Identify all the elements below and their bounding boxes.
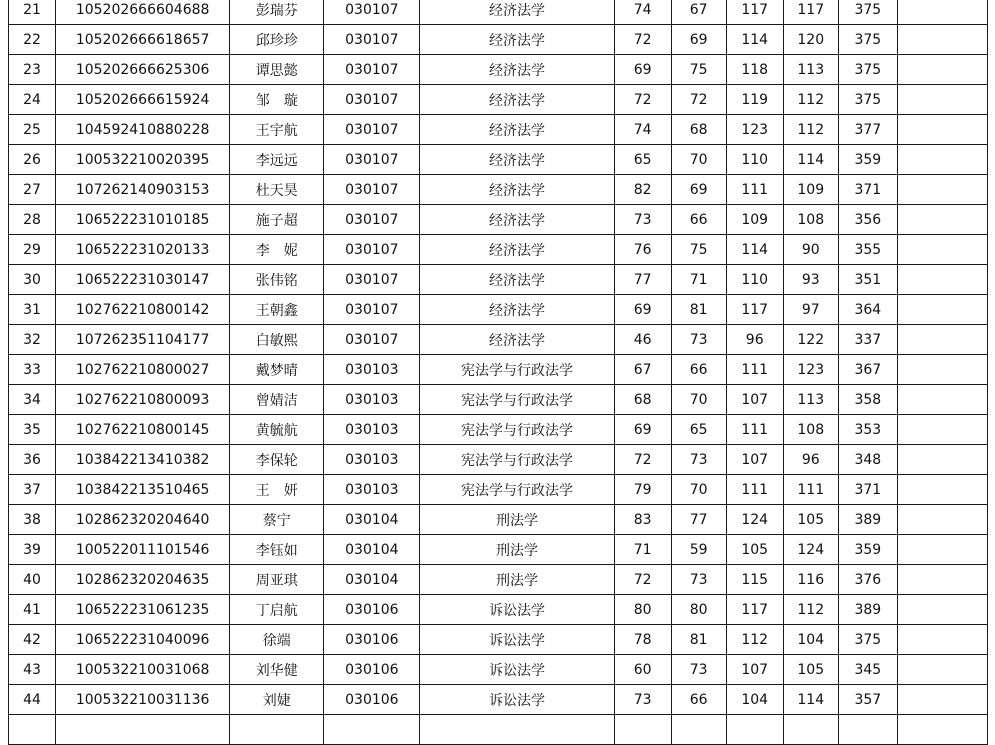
seq-cell: 40	[9, 565, 56, 595]
seq-cell: 39	[9, 535, 56, 565]
exam-id-cell: 100532210031136	[56, 685, 230, 715]
seq-cell: 41	[9, 595, 56, 625]
total-score-cell: 375	[838, 0, 897, 25]
seq-cell: 44	[9, 685, 56, 715]
exam-id-cell: 102762210800145	[56, 415, 230, 445]
subject1-score-cell: 96	[726, 325, 783, 355]
name-cell: 邱珍珍	[230, 25, 324, 55]
seq-cell: 23	[9, 55, 56, 85]
foreign-language-score-cell: 69	[671, 25, 726, 55]
subject1-score-cell: 114	[726, 25, 783, 55]
table-row	[9, 265, 988, 295]
seq-cell: 22	[9, 25, 56, 55]
note-cell	[897, 475, 987, 505]
foreign-language-score-cell: 73	[671, 445, 726, 475]
total-score-cell: 359	[838, 145, 897, 175]
major-code-cell: 030107	[324, 295, 420, 325]
politics-score-cell: 80	[614, 595, 671, 625]
major-code-cell: 030107	[324, 25, 420, 55]
exam-id-cell: 107262140903153	[56, 175, 230, 205]
note-cell	[897, 55, 987, 85]
table-row	[9, 385, 988, 415]
major-cell: 诉讼法学	[420, 655, 614, 685]
major-code-cell: 030107	[324, 145, 420, 175]
seq-cell: 28	[9, 205, 56, 235]
exam-id-cell: 107262351104177	[56, 325, 230, 355]
total-score-cell: 375	[838, 625, 897, 655]
name-cell: 王宇航	[230, 115, 324, 145]
foreign-language-score-cell: 73	[671, 565, 726, 595]
foreign-language-score-cell: 77	[671, 505, 726, 535]
subject1-score-cell: 124	[726, 505, 783, 535]
name-cell: 李钰如	[230, 535, 324, 565]
foreign-language-score-cell: 66	[671, 205, 726, 235]
total-score-cell: 375	[838, 85, 897, 115]
major-code-cell: 030107	[324, 235, 420, 265]
subject1-score-cell: 117	[726, 295, 783, 325]
name-cell: 施子超	[230, 205, 324, 235]
total-score-cell: 357	[838, 685, 897, 715]
note-cell	[897, 325, 987, 355]
note-cell	[897, 265, 987, 295]
foreign-language-score-cell: 70	[671, 145, 726, 175]
seq-cell: 21	[9, 0, 56, 25]
subject1-score-cell: 107	[726, 385, 783, 415]
politics-score-cell: 82	[614, 175, 671, 205]
subject2-score-cell: 105	[783, 505, 838, 535]
name-cell: 蔡宁	[230, 505, 324, 535]
total-score-cell: 345	[838, 655, 897, 685]
seq-cell: 35	[9, 415, 56, 445]
total-score-cell: 353	[838, 415, 897, 445]
foreign-language-score-cell: 72	[671, 85, 726, 115]
politics-score-cell: 83	[614, 505, 671, 535]
name-cell: 彭瑞芬	[230, 0, 324, 25]
note-cell	[897, 685, 987, 715]
subject2-score-cell: 93	[783, 265, 838, 295]
seq-cell: 24	[9, 85, 56, 115]
name-cell: 徐端	[230, 625, 324, 655]
foreign-language-score-cell: 81	[671, 295, 726, 325]
subject2-score-cell: 104	[783, 625, 838, 655]
table-row	[9, 505, 988, 535]
politics-score-cell: 72	[614, 25, 671, 55]
note-cell	[897, 535, 987, 565]
exam-id-cell: 103842213410382	[56, 445, 230, 475]
seq-cell: 29	[9, 235, 56, 265]
foreign-language-score-cell: 70	[671, 385, 726, 415]
major-cell: 宪法学与行政法学	[420, 355, 614, 385]
major-cell: 经济法学	[420, 205, 614, 235]
seq-cell: 25	[9, 115, 56, 145]
major-cell: 经济法学	[420, 325, 614, 355]
seq-cell: 36	[9, 445, 56, 475]
exam-id-cell: 102762210800142	[56, 295, 230, 325]
name-cell: 谭思懿	[230, 55, 324, 85]
subject2-score-cell: 108	[783, 415, 838, 445]
subject1-score-cell: 118	[726, 55, 783, 85]
major-code-cell: 030107	[324, 115, 420, 145]
exam-id-cell: 106522231030147	[56, 265, 230, 295]
exam-id-cell: 106522231040096	[56, 625, 230, 655]
table-row	[9, 0, 988, 25]
name-cell: 杜天昊	[230, 175, 324, 205]
major-code-cell: 030107	[324, 325, 420, 355]
major-cell: 经济法学	[420, 115, 614, 145]
major-code-cell: 030103	[324, 445, 420, 475]
major-code-cell: 030107	[324, 0, 420, 25]
total-score-cell: 377	[838, 115, 897, 145]
major-code-cell: 030104	[324, 565, 420, 595]
subject2-score-cell: 113	[783, 385, 838, 415]
table-row	[9, 565, 988, 595]
seq-cell: 37	[9, 475, 56, 505]
major-code-cell: 030103	[324, 415, 420, 445]
major-cell: 刑法学	[420, 565, 614, 595]
table-row	[9, 115, 988, 145]
subject1-score-cell: 104	[726, 685, 783, 715]
major-code-cell: 030103	[324, 385, 420, 415]
subject2-score-cell: 120	[783, 25, 838, 55]
politics-score-cell: 73	[614, 685, 671, 715]
subject1-score-cell: 107	[726, 655, 783, 685]
note-cell	[897, 85, 987, 115]
subject2-score-cell: 96	[783, 445, 838, 475]
total-score-cell: 371	[838, 475, 897, 505]
seq-cell: 30	[9, 265, 56, 295]
major-cell: 经济法学	[420, 0, 614, 25]
subject1-score-cell: 123	[726, 115, 783, 145]
subject2-score-cell: 113	[783, 55, 838, 85]
name-cell: 李 妮	[230, 235, 324, 265]
politics-score-cell: 72	[614, 445, 671, 475]
politics-score-cell: 67	[614, 355, 671, 385]
total-score-cell: 375	[838, 55, 897, 85]
total-score-cell: 364	[838, 295, 897, 325]
foreign-language-score-cell: 73	[671, 655, 726, 685]
note-cell	[897, 445, 987, 475]
major-code-cell: 030106	[324, 625, 420, 655]
table-row	[9, 625, 988, 655]
name-cell: 周亚琪	[230, 565, 324, 595]
foreign-language-score-cell: 66	[671, 355, 726, 385]
foreign-language-score-cell: 59	[671, 535, 726, 565]
name-cell: 邹 璇	[230, 85, 324, 115]
total-score-cell: 389	[838, 595, 897, 625]
politics-score-cell: 74	[614, 115, 671, 145]
subject1-score-cell: 111	[726, 175, 783, 205]
total-score-cell: 375	[838, 25, 897, 55]
foreign-language-score-cell: 75	[671, 235, 726, 265]
exam-id-cell: 104592410880228	[56, 115, 230, 145]
politics-score-cell: 72	[614, 85, 671, 115]
subject2-score-cell: 114	[783, 145, 838, 175]
subject2-score-cell: 114	[783, 685, 838, 715]
politics-score-cell: 74	[614, 0, 671, 25]
foreign-language-score-cell: 67	[671, 0, 726, 25]
exam-id-cell: 100522011101546	[56, 535, 230, 565]
table-row	[9, 235, 988, 265]
table-row	[9, 595, 988, 625]
politics-score-cell: 76	[614, 235, 671, 265]
foreign-language-score-cell: 69	[671, 175, 726, 205]
note-cell	[897, 595, 987, 625]
subject2-score-cell: 124	[783, 535, 838, 565]
subject2-score-cell: 111	[783, 475, 838, 505]
major-code-cell: 030107	[324, 55, 420, 85]
major-code-cell: 030107	[324, 205, 420, 235]
seq-cell: 43	[9, 655, 56, 685]
note-cell	[897, 175, 987, 205]
note-cell	[897, 415, 987, 445]
subject2-score-cell: 97	[783, 295, 838, 325]
table-row	[9, 325, 988, 355]
note-cell	[897, 655, 987, 685]
total-score-cell: 356	[838, 205, 897, 235]
exam-id-cell: 102862320204640	[56, 505, 230, 535]
exam-id-cell: 100532210020395	[56, 145, 230, 175]
note-cell	[897, 505, 987, 535]
politics-score-cell: 69	[614, 55, 671, 85]
subject1-score-cell: 111	[726, 475, 783, 505]
politics-score-cell: 79	[614, 475, 671, 505]
subject2-score-cell: 123	[783, 355, 838, 385]
foreign-language-score-cell: 80	[671, 595, 726, 625]
subject2-score-cell: 112	[783, 115, 838, 145]
politics-score-cell: 77	[614, 265, 671, 295]
major-code-cell: 030106	[324, 595, 420, 625]
note-cell	[897, 355, 987, 385]
politics-score-cell: 65	[614, 145, 671, 175]
foreign-language-score-cell: 81	[671, 625, 726, 655]
table-row	[9, 25, 988, 55]
name-cell: 曾婧洁	[230, 385, 324, 415]
table-row	[9, 85, 988, 115]
name-cell: 丁启航	[230, 595, 324, 625]
seq-cell: 38	[9, 505, 56, 535]
major-cell: 宪法学与行政法学	[420, 475, 614, 505]
major-code-cell: 030107	[324, 265, 420, 295]
name-cell: 王 妍	[230, 475, 324, 505]
foreign-language-score-cell: 75	[671, 55, 726, 85]
foreign-language-score-cell: 70	[671, 475, 726, 505]
major-cell: 经济法学	[420, 25, 614, 55]
major-cell: 刑法学	[420, 535, 614, 565]
name-cell: 白敏熙	[230, 325, 324, 355]
major-code-cell: 030107	[324, 85, 420, 115]
table-row	[9, 535, 988, 565]
major-cell: 经济法学	[420, 85, 614, 115]
exam-id-cell: 105202666615924	[56, 85, 230, 115]
major-cell: 经济法学	[420, 175, 614, 205]
exam-id-cell: 102762210800027	[56, 355, 230, 385]
seq-cell: 31	[9, 295, 56, 325]
exam-id-cell: 106522231010185	[56, 205, 230, 235]
note-cell	[897, 565, 987, 595]
subject1-score-cell: 119	[726, 85, 783, 115]
major-cell: 宪法学与行政法学	[420, 415, 614, 445]
table-row	[9, 475, 988, 505]
seq-cell: 27	[9, 175, 56, 205]
politics-score-cell: 78	[614, 625, 671, 655]
total-score-cell: 348	[838, 445, 897, 475]
major-cell: 经济法学	[420, 295, 614, 325]
major-cell: 经济法学	[420, 145, 614, 175]
name-cell: 王朝鑫	[230, 295, 324, 325]
subject2-score-cell: 112	[783, 595, 838, 625]
foreign-language-score-cell: 68	[671, 115, 726, 145]
note-cell	[897, 625, 987, 655]
major-cell: 刑法学	[420, 505, 614, 535]
major-cell: 诉讼法学	[420, 625, 614, 655]
exam-id-cell: 106522231061235	[56, 595, 230, 625]
foreign-language-score-cell: 73	[671, 325, 726, 355]
subject1-score-cell: 117	[726, 0, 783, 25]
foreign-language-score-cell: 71	[671, 265, 726, 295]
major-code-cell: 030106	[324, 655, 420, 685]
politics-score-cell: 69	[614, 415, 671, 445]
table-row	[9, 655, 988, 685]
total-score-cell: 367	[838, 355, 897, 385]
total-score-cell: 371	[838, 175, 897, 205]
note-cell	[897, 145, 987, 175]
table-body	[9, 0, 988, 745]
exam-id-cell: 106522231020133	[56, 235, 230, 265]
subject1-score-cell: 107	[726, 445, 783, 475]
major-cell: 宪法学与行政法学	[420, 445, 614, 475]
total-score-cell: 337	[838, 325, 897, 355]
total-score-cell: 376	[838, 565, 897, 595]
politics-score-cell: 69	[614, 295, 671, 325]
note-cell	[897, 25, 987, 55]
note-cell	[897, 385, 987, 415]
exam-id-cell: 105202666625306	[56, 55, 230, 85]
seq-cell: 34	[9, 385, 56, 415]
politics-score-cell: 71	[614, 535, 671, 565]
table-row	[9, 355, 988, 385]
name-cell: 李远远	[230, 145, 324, 175]
major-cell: 诉讼法学	[420, 685, 614, 715]
major-code-cell: 030107	[324, 175, 420, 205]
seq-cell: 42	[9, 625, 56, 655]
subject1-score-cell: 112	[726, 625, 783, 655]
note-cell	[897, 295, 987, 325]
table-row	[9, 145, 988, 175]
subject1-score-cell: 110	[726, 265, 783, 295]
subject2-score-cell: 90	[783, 235, 838, 265]
subject1-score-cell: 111	[726, 355, 783, 385]
name-cell: 刘婕	[230, 685, 324, 715]
table-row	[9, 445, 988, 475]
major-code-cell: 030104	[324, 535, 420, 565]
exam-id-cell: 105202666604688	[56, 0, 230, 25]
major-cell: 经济法学	[420, 235, 614, 265]
note-cell	[897, 115, 987, 145]
exam-id-cell: 103842213510465	[56, 475, 230, 505]
table-row	[9, 205, 988, 235]
name-cell: 李保轮	[230, 445, 324, 475]
exam-id-cell: 100532210031068	[56, 655, 230, 685]
table-row	[9, 295, 988, 325]
subject1-score-cell: 105	[726, 535, 783, 565]
foreign-language-score-cell: 66	[671, 685, 726, 715]
table-row	[9, 685, 988, 715]
subject1-score-cell: 111	[726, 415, 783, 445]
note-cell	[897, 235, 987, 265]
subject1-score-cell: 110	[726, 145, 783, 175]
table-row	[9, 415, 988, 445]
subject2-score-cell: 122	[783, 325, 838, 355]
total-score-cell: 358	[838, 385, 897, 415]
total-score-cell: 351	[838, 265, 897, 295]
seq-cell: 26	[9, 145, 56, 175]
subject2-score-cell: 116	[783, 565, 838, 595]
politics-score-cell: 60	[614, 655, 671, 685]
subject2-score-cell: 112	[783, 85, 838, 115]
name-cell: 张伟铭	[230, 265, 324, 295]
table-row	[9, 55, 988, 85]
subject1-score-cell: 115	[726, 565, 783, 595]
subject2-score-cell: 108	[783, 205, 838, 235]
name-cell: 刘华健	[230, 655, 324, 685]
politics-score-cell: 72	[614, 565, 671, 595]
score-table	[8, 0, 988, 745]
major-code-cell: 030103	[324, 355, 420, 385]
subject1-score-cell: 117	[726, 595, 783, 625]
seq-cell: 33	[9, 355, 56, 385]
major-cell: 经济法学	[420, 265, 614, 295]
table-row	[9, 175, 988, 205]
name-cell: 戴梦晴	[230, 355, 324, 385]
total-score-cell: 389	[838, 505, 897, 535]
note-cell	[897, 0, 987, 25]
subject2-score-cell: 117	[783, 0, 838, 25]
major-code-cell: 030106	[324, 685, 420, 715]
major-cell: 经济法学	[420, 55, 614, 85]
subject2-score-cell: 109	[783, 175, 838, 205]
major-code-cell: 030104	[324, 505, 420, 535]
major-cell: 宪法学与行政法学	[420, 385, 614, 415]
seq-cell: 32	[9, 325, 56, 355]
major-cell: 诉讼法学	[420, 595, 614, 625]
exam-id-cell: 102862320204635	[56, 565, 230, 595]
total-score-cell: 355	[838, 235, 897, 265]
name-cell: 黄毓航	[230, 415, 324, 445]
note-cell	[897, 205, 987, 235]
exam-id-cell: 105202666618657	[56, 25, 230, 55]
politics-score-cell: 68	[614, 385, 671, 415]
exam-id-cell: 102762210800093	[56, 385, 230, 415]
politics-score-cell: 73	[614, 205, 671, 235]
subject1-score-cell: 109	[726, 205, 783, 235]
subject2-score-cell: 105	[783, 655, 838, 685]
politics-score-cell: 46	[614, 325, 671, 355]
foreign-language-score-cell: 65	[671, 415, 726, 445]
total-score-cell: 359	[838, 535, 897, 565]
subject1-score-cell: 114	[726, 235, 783, 265]
major-code-cell: 030103	[324, 475, 420, 505]
